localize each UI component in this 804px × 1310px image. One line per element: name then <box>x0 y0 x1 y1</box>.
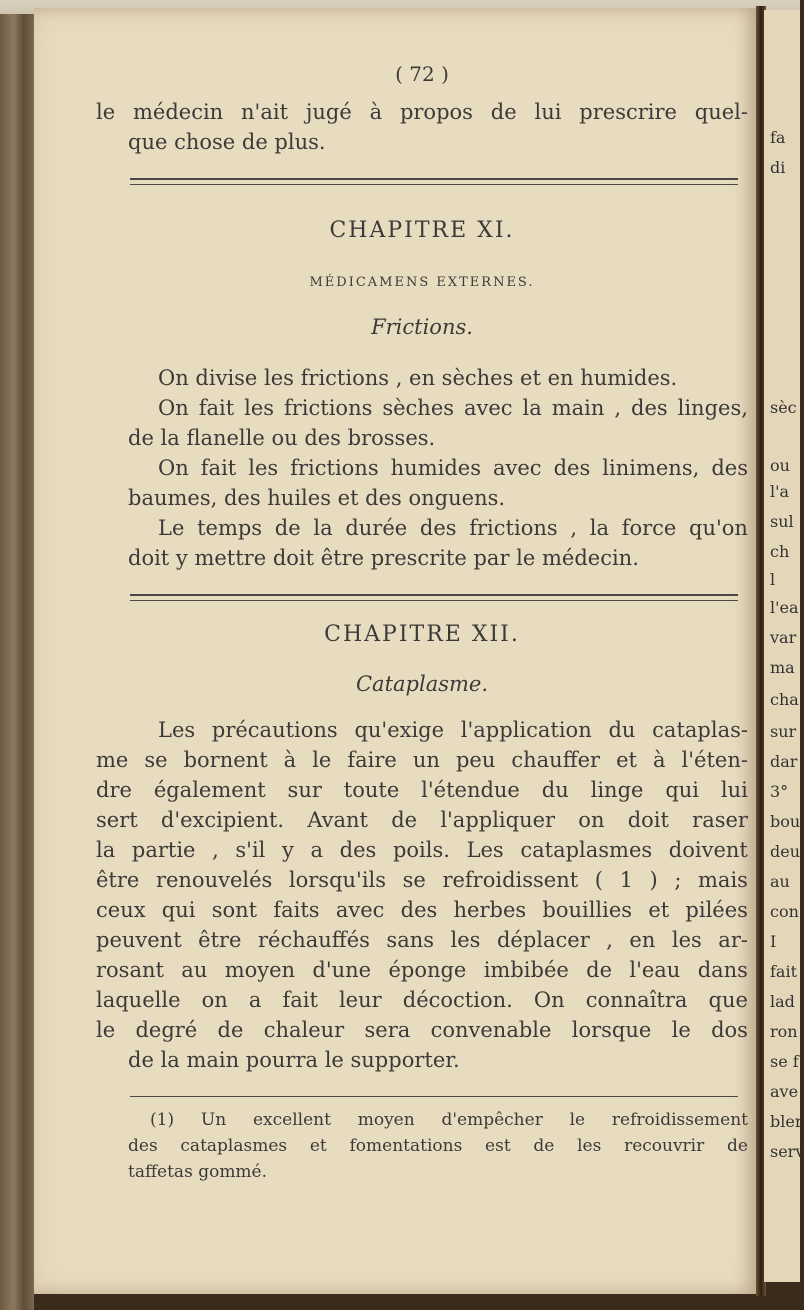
word: le <box>671 1018 691 1042</box>
text-line <box>96 748 748 772</box>
word: des <box>419 516 457 540</box>
book-spine <box>0 0 34 1310</box>
word: sèches <box>382 396 455 420</box>
word: les <box>671 928 702 952</box>
next-page-fragment: bou <box>770 812 801 831</box>
word: lui <box>720 778 748 802</box>
word: Le <box>158 516 185 540</box>
next-page-fragment: sur <box>770 722 797 741</box>
word: que <box>708 988 748 1012</box>
text-line: de la main pourra le supporter. <box>128 1048 460 1072</box>
word: y <box>282 838 294 862</box>
word: de <box>490 100 517 124</box>
next-page-fragment: l'a <box>770 482 790 501</box>
word: précautions <box>211 718 338 742</box>
next-page-fragment: sul <box>770 512 794 531</box>
chapter-subtitle: MÉDICAMENS EXTERNES. <box>309 275 535 290</box>
word: et <box>309 1136 327 1156</box>
word: les <box>248 456 279 480</box>
word: l'appliquer <box>440 808 556 832</box>
word: bouillies <box>542 898 633 922</box>
word: main <box>551 396 605 420</box>
section-heading: Frictions. <box>371 315 473 339</box>
section-heading: Cataplasme. <box>355 672 489 696</box>
word: on <box>578 808 605 832</box>
word: humides <box>390 456 481 480</box>
word: laquelle <box>96 988 181 1012</box>
word: linimens, <box>602 456 700 480</box>
text-line <box>96 958 748 982</box>
word: fait <box>282 988 318 1012</box>
word: les <box>450 928 481 952</box>
word: moyen <box>224 958 296 982</box>
word: se <box>144 748 168 772</box>
word: toute <box>343 778 400 802</box>
word: éponge <box>388 958 467 982</box>
word: doivent <box>668 838 748 862</box>
word: les <box>577 1136 602 1156</box>
next-page-fragment: l'ea <box>770 598 799 617</box>
word: avec <box>463 396 513 420</box>
word: quel- <box>694 100 748 124</box>
word: lui <box>534 100 562 124</box>
word: à <box>653 748 666 772</box>
word: frictions <box>283 396 373 420</box>
word: a <box>248 988 262 1012</box>
word: rosant <box>96 958 164 982</box>
word: un <box>412 748 440 772</box>
next-page-fragment: ma <box>770 658 795 677</box>
next-page-fragment: se f <box>770 1052 799 1071</box>
text-line <box>158 516 748 540</box>
word: l'eau <box>629 958 681 982</box>
word: dans <box>697 958 748 982</box>
word: des <box>128 1136 158 1156</box>
word: n'ait <box>241 100 289 124</box>
next-page-fragment: cha <box>770 690 799 709</box>
word: degré <box>135 1018 198 1042</box>
page-number: ( 72 ) <box>395 62 449 86</box>
word: excellent <box>252 1110 331 1130</box>
word: faire <box>347 748 397 772</box>
text-line <box>158 396 748 420</box>
text-line <box>96 778 748 802</box>
word: ceux <box>96 898 146 922</box>
word: être <box>198 928 242 952</box>
word: mais <box>698 868 748 892</box>
chapter-title: CHAPITRE XII. <box>324 622 520 647</box>
word: , <box>606 928 613 952</box>
word: d'empêcher <box>441 1110 543 1130</box>
word: , <box>614 396 622 420</box>
word: dos <box>711 1018 748 1042</box>
next-page-fragment: fa <box>770 128 786 147</box>
word: on <box>201 988 228 1012</box>
next-page-fragment: ou <box>770 456 790 475</box>
text-line: On divise les frictions , en sèches et en humides. <box>158 366 678 390</box>
next-page-fragment: con <box>770 902 799 921</box>
word: qui <box>161 898 196 922</box>
next-page-fragment: ch <box>770 542 790 561</box>
next-page-fragment: ave <box>770 1082 799 1101</box>
word: Les <box>466 838 504 862</box>
footnote-line: taffetas gommé. <box>128 1162 268 1182</box>
text-line <box>96 1018 748 1042</box>
next-page-fragment: I <box>770 932 777 951</box>
book-page <box>34 8 758 1294</box>
word: le <box>312 748 332 772</box>
footnote-line <box>128 1136 748 1156</box>
next-page-fragment: fait <box>770 962 798 981</box>
word: l'éten- <box>681 748 748 772</box>
word: Un <box>200 1110 227 1130</box>
word: faits <box>273 898 320 922</box>
word: la <box>96 838 116 862</box>
word: (1) <box>150 1110 175 1130</box>
word: pilées <box>685 898 748 922</box>
next-page-fragment: ron <box>770 1022 798 1041</box>
word: herbes <box>453 898 527 922</box>
word: du <box>541 778 569 802</box>
word: qu'on <box>689 516 748 540</box>
word: en <box>629 928 656 952</box>
word: des <box>339 838 377 862</box>
text-line <box>96 838 748 862</box>
word: force <box>621 516 677 540</box>
word: peu <box>455 748 496 772</box>
word: moyen <box>357 1110 415 1130</box>
text-line <box>96 898 748 922</box>
word: de <box>533 1136 555 1156</box>
text-line <box>96 100 748 124</box>
word: la <box>589 516 609 540</box>
next-page-fragment: sèc <box>770 398 797 417</box>
word: refroidissent <box>442 868 579 892</box>
word: a <box>310 838 324 862</box>
word: linges, <box>677 396 748 420</box>
word: de <box>726 1136 748 1156</box>
word: se <box>402 868 426 892</box>
word: la <box>522 396 542 420</box>
word: de <box>274 516 301 540</box>
word: lorsque <box>571 1018 652 1042</box>
word: connaîtra <box>585 988 688 1012</box>
word: imbibée <box>483 958 569 982</box>
word: sert <box>96 808 138 832</box>
next-page-fragment: dar <box>770 752 798 771</box>
next-page-fragment: lad <box>770 992 795 1011</box>
word: est <box>485 1136 511 1156</box>
word: sans <box>386 928 435 952</box>
word: , <box>212 838 219 862</box>
word: d'excipient. <box>160 808 285 832</box>
word: On <box>533 988 565 1012</box>
word: Avant <box>307 808 368 832</box>
word: être <box>96 868 140 892</box>
text-line <box>96 988 748 1012</box>
section-rule <box>130 184 738 185</box>
word: propos <box>399 100 473 124</box>
word: ; <box>674 868 682 892</box>
word: des <box>400 898 438 922</box>
word: le <box>96 1018 116 1042</box>
word: linge <box>590 778 644 802</box>
word: et <box>616 748 637 772</box>
next-page-fragment: deu <box>770 842 801 861</box>
word: fomentations <box>349 1136 463 1156</box>
word: au <box>181 958 208 982</box>
word: poils. <box>392 838 450 862</box>
word: la <box>313 516 333 540</box>
word: renouvelés <box>155 868 273 892</box>
word: chauffer <box>511 748 601 772</box>
word: ( <box>594 868 603 892</box>
word: ar- <box>718 928 748 952</box>
word: dre <box>96 778 132 802</box>
word: prescrire <box>579 100 677 124</box>
word: le <box>96 100 116 124</box>
word: qui <box>665 778 700 802</box>
word: de <box>586 958 613 982</box>
section-rule <box>130 600 738 601</box>
word: jugé <box>305 100 352 124</box>
word: l'application <box>460 718 592 742</box>
word: l'étendue <box>421 778 520 802</box>
word: convenable <box>430 1018 552 1042</box>
word: recouvrir <box>624 1136 705 1156</box>
text-line <box>158 456 748 480</box>
next-page-fragment: l <box>770 570 776 589</box>
word: Les <box>158 718 196 742</box>
text-line: que chose de plus. <box>128 130 326 154</box>
word: frictions <box>469 516 558 540</box>
word: raser <box>692 808 748 832</box>
word: leur <box>338 988 382 1012</box>
word: durée <box>345 516 408 540</box>
word: , <box>570 516 578 540</box>
word: avec <box>493 456 542 480</box>
word: décoction. <box>402 988 513 1012</box>
word: sur <box>287 778 322 802</box>
word: à <box>369 100 383 124</box>
word: cataplasmes <box>520 838 653 862</box>
text-line: de la flanelle ou des brosses. <box>128 426 436 450</box>
text-line: doit y mettre doit être prescrite par le médecin. <box>128 546 639 570</box>
word: On <box>158 456 189 480</box>
next-page-edge <box>764 10 804 1282</box>
word: et <box>648 898 670 922</box>
word: de <box>217 1018 244 1042</box>
word: refroidissement <box>611 1110 748 1130</box>
word: lorsqu'ils <box>288 868 387 892</box>
word: à <box>283 748 297 772</box>
word: du <box>608 718 636 742</box>
word: cataplas- <box>652 718 748 742</box>
word: bornent <box>183 748 268 772</box>
section-rule <box>130 594 738 596</box>
word: doit <box>627 808 669 832</box>
word: réchauffés <box>258 928 370 952</box>
word: fait <box>198 396 235 420</box>
word: les <box>244 396 275 420</box>
next-page-fragment: bler <box>770 1112 803 1131</box>
word: le <box>569 1110 586 1130</box>
next-page-fragment: var <box>770 628 797 647</box>
word: des <box>711 456 748 480</box>
next-page-fragment: di <box>770 158 786 177</box>
word: s'il <box>235 838 266 862</box>
text-line <box>158 718 748 742</box>
word: médecin <box>132 100 224 124</box>
chapter-title: CHAPITRE XI. <box>329 218 515 243</box>
word: partie <box>131 838 196 862</box>
footnote-rule <box>130 1096 738 1097</box>
word: On <box>158 396 189 420</box>
footnote-line <box>150 1110 748 1130</box>
word: cataplasmes <box>180 1136 288 1156</box>
next-page-fragment: 3° <box>770 782 789 801</box>
word: également <box>153 778 266 802</box>
word: de <box>391 808 418 832</box>
word: peuvent <box>96 928 182 952</box>
word: me <box>96 748 129 772</box>
next-page-fragment: serv <box>770 1142 804 1161</box>
text-line: baumes, des huiles et des onguens. <box>128 486 506 510</box>
word: sera <box>364 1018 411 1042</box>
next-page-fragment: au <box>770 872 790 891</box>
text-line <box>96 868 748 892</box>
word: des <box>631 396 668 420</box>
word: avec <box>335 898 385 922</box>
word: qu'exige <box>354 718 445 742</box>
word: sont <box>211 898 258 922</box>
text-line <box>96 928 748 952</box>
word: fait <box>200 456 237 480</box>
word: 1 <box>619 868 633 892</box>
word: déplacer <box>496 928 590 952</box>
word: frictions <box>290 456 379 480</box>
word: chaleur <box>263 1018 345 1042</box>
word: d'une <box>312 958 372 982</box>
section-rule <box>130 178 738 180</box>
word: ) <box>649 868 658 892</box>
text-line <box>96 808 748 832</box>
word: des <box>553 456 591 480</box>
word: temps <box>197 516 263 540</box>
